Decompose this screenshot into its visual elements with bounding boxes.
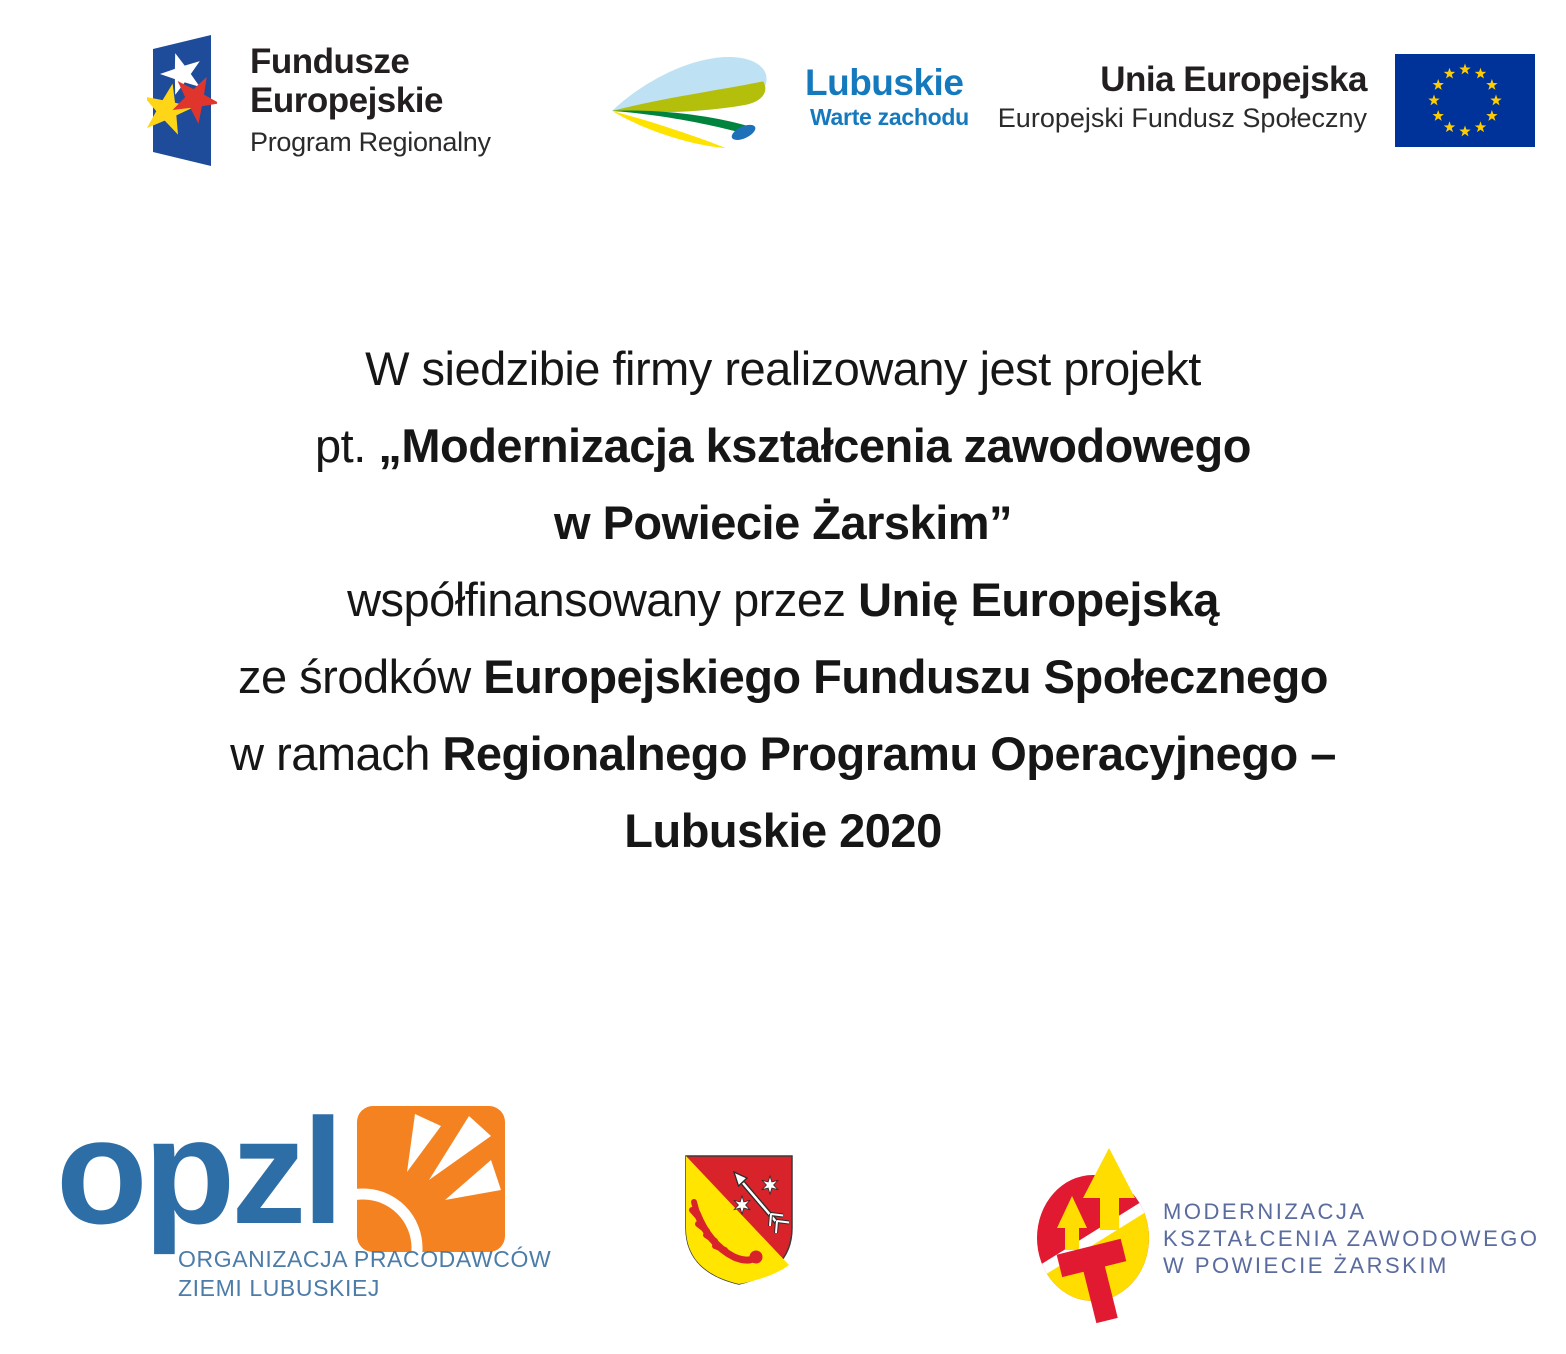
opzl-caption-line1: ORGANIZACJA PRACODAWCÓW [178, 1246, 552, 1272]
project-text-line-3: w Powiecie Żarskim” [553, 496, 1013, 549]
project-text-line-5: ze środków Europejskiego Funduszu Społecznego [237, 650, 1329, 703]
opzl-sun-icon [357, 1106, 505, 1252]
fundusze-europejskie-logo [250, 42, 491, 156]
fundusze-line3: Program Regionalny [250, 127, 491, 157]
unia-europejska-logo [967, 62, 1367, 132]
project-text-line-4: współfinansowany przez Unię Europejską [347, 573, 1219, 626]
fundusze-line1: Fundusze [250, 42, 410, 81]
modernizacja-project-icon [1036, 1140, 1156, 1332]
lubuskie-name: Lubuskie [805, 62, 964, 103]
project-description [0, 330, 1566, 869]
lubuskie-swoosh-icon [608, 50, 780, 153]
opzl-wordmark: opzl [56, 1087, 340, 1255]
modernizacja-caption-line2: KSZTAŁCENIA ZAWODOWEGO [1163, 1226, 1540, 1251]
lubuskie-tagline: Warte zachodu [810, 104, 969, 130]
eu-flag-icon [1395, 54, 1535, 147]
project-text-line-2: pt. „Modernizacja kształcenia zawodowego [315, 419, 1251, 472]
opzl-caption-line2: ZIEMI LUBUSKIEJ [178, 1275, 380, 1301]
project-text-line-7: Lubuskie 2020 [624, 804, 942, 857]
modernizacja-caption-line3: W POWIECIE ŻARSKIM [1163, 1253, 1449, 1278]
fundusze-line2: Europejskie [250, 81, 443, 120]
modernizacja-caption-line1: MODERNIZACJA [1163, 1199, 1367, 1224]
unia-line2: Europejski Fundusz Społeczny [997, 103, 1367, 133]
lubuskie-logo [805, 64, 969, 129]
powiat-zarski-coat-of-arms [682, 1153, 796, 1287]
project-text-line-1: W siedzibie firmy realizowany jest projekt [365, 342, 1201, 395]
fundusze-europejskie-flag-icon [147, 33, 217, 168]
opzl-caption [178, 1245, 551, 1303]
project-text-line-6: w ramach Regionalnego Programu Operacyjnego – [230, 727, 1336, 780]
unia-line1: Unia Europejska [1100, 60, 1367, 99]
modernizacja-caption [1163, 1198, 1539, 1279]
